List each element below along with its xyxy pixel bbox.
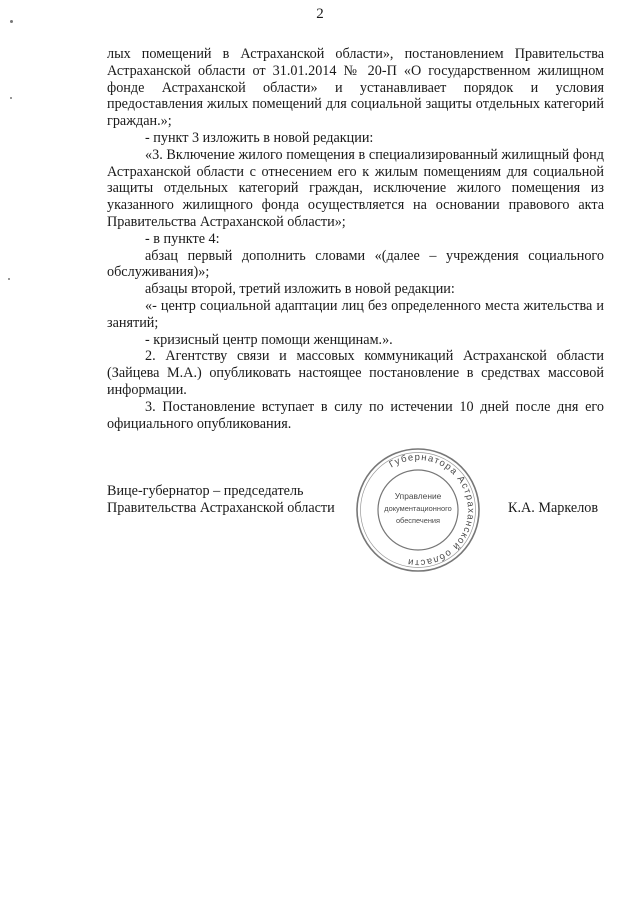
signatory-name: К.А. Маркелов <box>508 500 599 516</box>
paragraph-item-3-intro: - пункт 3 изложить в новой редакции: <box>145 129 374 146</box>
page-number: 2 <box>316 6 324 22</box>
scan-speck <box>10 97 12 99</box>
paragraph-adaptation-center: «- центр социальной адаптации лиц без определенного места жительства и занятий; <box>107 297 604 331</box>
paragraph-item-4-first: абзац первый дополнить словами «(далее – учреждения социального обслуживания)»; <box>107 247 604 281</box>
paragraph-effective-date: 3. Постановление вступает в силу по истечении 10 дней после дня его официального опубликования. <box>107 398 604 432</box>
paragraph-continuation: лых помещений в Астраханской области», постановлением Правительства Астраханской области от 31.01.2014 № 20-П «О государственном жилищном фонде Астраханской области» и устанавливает порядок и условия предоставления жилых помещений для социальной защиты отдельных категорий граждан.»; <box>107 46 604 130</box>
document-body <box>107 46 604 432</box>
stamp-inner-line-2: документационного <box>384 504 452 513</box>
official-stamp <box>352 444 484 576</box>
scan-speck <box>8 278 10 280</box>
stamp-outer-text: Губернатора Астраханской области <box>387 451 477 569</box>
signatory-title-line-2: Правительства Астраханской области <box>107 500 335 516</box>
stamp-inner-line-1: Управление <box>394 491 442 501</box>
paragraph-item-4-intro: - в пункте 4: <box>145 230 220 247</box>
stamp-inner-line-3: обеспечения <box>395 516 441 525</box>
paragraph-publication: 2. Агентству связи и массовых коммуникаций Астраханской области (Зайцева М.А.) опубликовать настоящее постановление в средствах массовой информации. <box>107 348 604 398</box>
signatory-title-line-1: Вице-губернатор – председатель <box>107 483 304 499</box>
paragraph-item-4-second-third: абзацы второй, третий изложить в новой редакции: <box>145 281 455 298</box>
stamp-seal-icon <box>352 444 484 576</box>
paragraph-crisis-center: - кризисный центр помощи женщинам.». <box>145 331 393 348</box>
paragraph-item-3-text: «3. Включение жилого помещения в специализированный жилищный фонд Астраханской области с отнесением его к жилым помещениям для социальной защиты отдельных категорий граждан, исключение жилого помещения из указанного жилищного фонда осуществляется на основании правового акта Правительства Астраханской области»; <box>107 146 604 230</box>
signatory-title <box>107 483 335 517</box>
scan-speck <box>10 20 13 23</box>
